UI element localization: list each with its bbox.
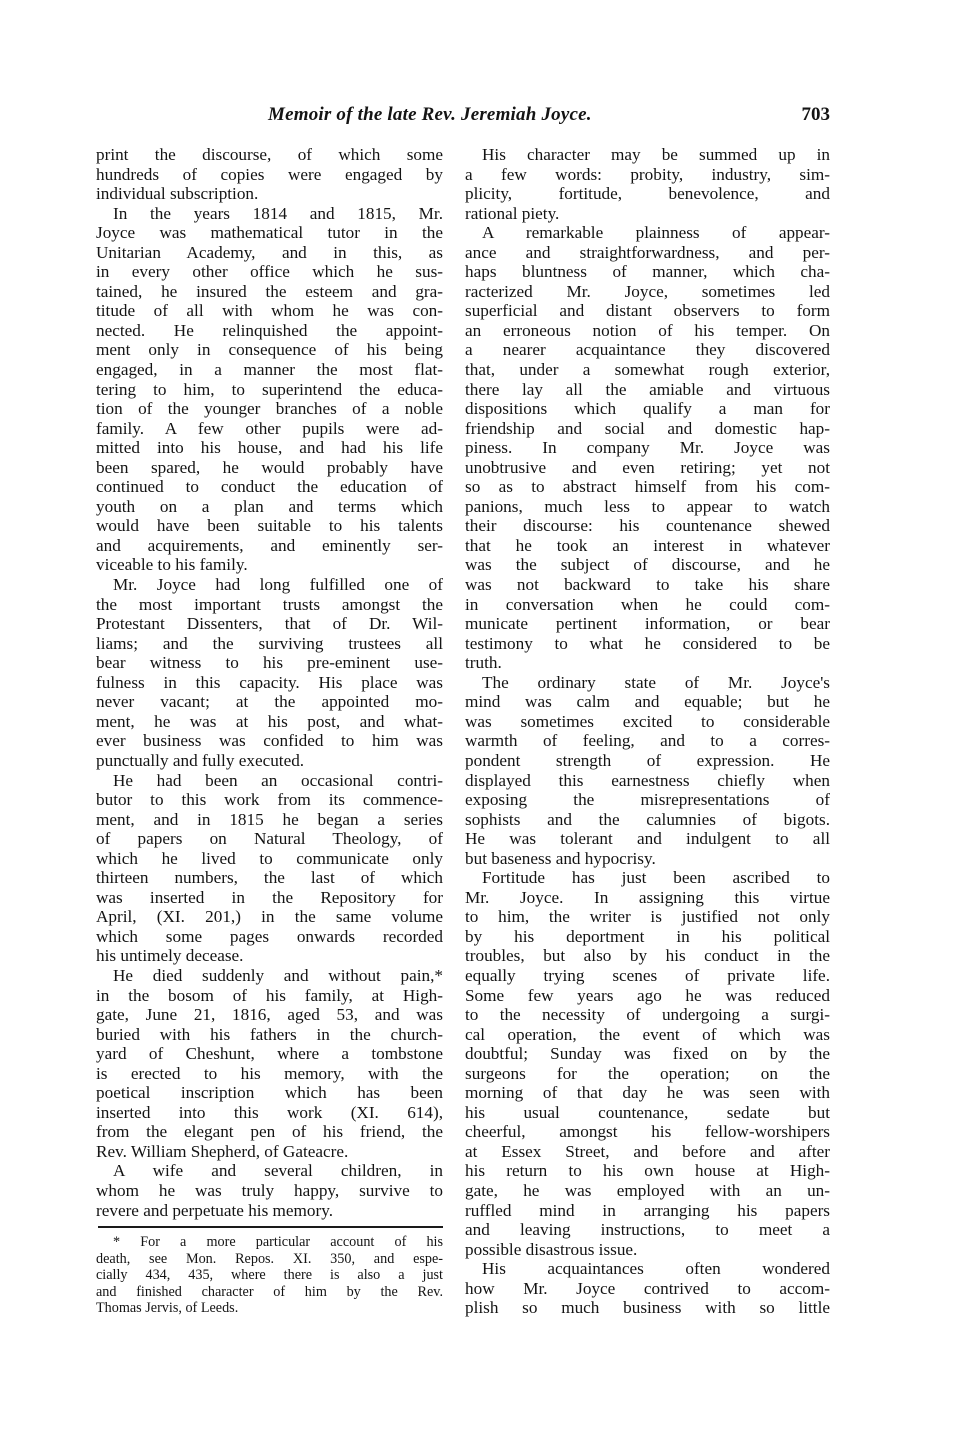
text-line: titude of all with whom he was con- bbox=[96, 301, 443, 321]
text-line: gate, June 21, 1816, aged 53, and was bbox=[96, 1005, 443, 1025]
text-line: Some few years ago he was reduced bbox=[465, 985, 830, 1005]
text-line: nected. He relinquished the appoint- bbox=[96, 320, 443, 340]
text-line: Protestant Dissenters, that of Dr. Wil- bbox=[96, 614, 443, 634]
text-line: ment, he was at his post, and what- bbox=[96, 711, 443, 731]
text-line: is erected to his memory, with the bbox=[96, 1063, 443, 1083]
text-line: pondent strength of expression. He bbox=[465, 750, 830, 770]
text-line: displayed this earnestness chiefly when bbox=[465, 770, 830, 790]
text-line: his return to his own house at High- bbox=[465, 1161, 830, 1181]
text-line: He was tolerant and indulgent to all bbox=[465, 829, 830, 849]
text-line: morning of that day he was seen with bbox=[465, 1083, 830, 1103]
text-line: fulness in this capacity. His place was bbox=[96, 672, 443, 692]
text-line: plicity, fortitude, benevolence, and bbox=[465, 184, 830, 204]
text-line: was sometimes excited to considerable bbox=[465, 711, 830, 731]
text-line: exposing the misrepresentations of bbox=[465, 790, 830, 810]
footnote bbox=[96, 1234, 443, 1317]
text-line: whom he was truly happy, survive to bbox=[96, 1180, 443, 1200]
text-line: youth on a plan and terms which bbox=[96, 496, 443, 516]
text-line: haps bluntness of manner, which cha- bbox=[465, 262, 830, 282]
left-column-text bbox=[96, 145, 443, 1220]
text-line: was not backward to take his share bbox=[465, 575, 830, 595]
text-line: and leaving instructions, to meet a bbox=[465, 1220, 830, 1240]
text-line: that, under a somewhat rough exterior, bbox=[465, 360, 830, 380]
text-line: unobtrusive and even retiring; yet not bbox=[465, 457, 830, 477]
text-line: tion of the younger branches of a noble bbox=[96, 399, 443, 419]
text-line: panions, much less to appear to watch bbox=[465, 496, 830, 516]
text-line: buried with his fathers in the church- bbox=[96, 1024, 443, 1044]
text-line: print the discourse, of which some bbox=[96, 145, 443, 164]
text-line: municate pertinent information, or bear bbox=[465, 614, 830, 634]
text-line: in every other office which he sus- bbox=[96, 262, 443, 282]
text-line: racterized Mr. Joyce, sometimes led bbox=[465, 281, 830, 301]
text-line: dispositions which qualify a man for bbox=[465, 399, 830, 419]
text-line: troubles, but also by his conduct in the bbox=[465, 946, 830, 966]
text-line: A remarkable plainness of appear- bbox=[482, 223, 830, 243]
text-line: a nearer acquaintance they discovered bbox=[465, 340, 830, 360]
text-line: ance and straightforwardness, and per- bbox=[465, 242, 830, 262]
text-line: Rev. William Shepherd, of Gateacre. bbox=[96, 1141, 349, 1161]
text-line: engaged, in a manner the most flat- bbox=[96, 360, 443, 380]
text-line: His character may be summed up in bbox=[482, 145, 830, 164]
text-line: which some pages onwards recorded bbox=[96, 926, 443, 946]
text-line: mind was calm and equable; but he bbox=[465, 692, 830, 712]
text-line: A wife and several children, in bbox=[113, 1161, 443, 1181]
text-line: by his deportment in his political bbox=[465, 926, 830, 946]
text-line: rational piety. bbox=[465, 203, 560, 223]
running-head bbox=[96, 104, 830, 128]
right-column bbox=[465, 145, 830, 1318]
text-line: at Essex Street, and before and after bbox=[465, 1141, 830, 1161]
text-line: punctually and fully executed. bbox=[96, 750, 305, 770]
text-line: that he took an interest in whatever bbox=[465, 535, 830, 555]
text-line: hundreds of copies were engaged by bbox=[96, 164, 443, 184]
text-line: their discourse: his countenance shewed bbox=[465, 516, 830, 536]
text-line: an erroneous notion of his temper. On bbox=[465, 320, 830, 340]
text-line: possible disastrous issue. bbox=[465, 1239, 638, 1259]
text-line: family. A few other pupils were ad- bbox=[96, 418, 443, 438]
text-line: continued to conduct the education of bbox=[96, 477, 443, 497]
text-line: In the years 1814 and 1815, Mr. bbox=[113, 203, 443, 223]
text-line: ever business was confided to him was bbox=[96, 731, 443, 751]
text-line: a few words: probity, industry, sim- bbox=[465, 164, 830, 184]
text-line: individual subscription. bbox=[96, 184, 259, 204]
text-line: cially 434, 435, where there is also a just bbox=[96, 1267, 443, 1284]
text-line: poetical inscription which has been bbox=[96, 1083, 443, 1103]
text-line: * For a more particular account of his bbox=[113, 1234, 443, 1251]
footnote-rule bbox=[98, 1226, 443, 1228]
text-line: there lay all the amiable and virtuous bbox=[465, 379, 830, 399]
text-line: cal operation, the event of which was bbox=[465, 1024, 830, 1044]
text-line: in the bosom of his family, at High- bbox=[96, 985, 443, 1005]
text-line: was inserted in the Repository for bbox=[96, 887, 443, 907]
text-line: tering to him, to superintend the educa- bbox=[96, 379, 443, 399]
text-line: He had been an occasional contri- bbox=[113, 770, 443, 790]
text-line: sophists and the calumnies of bigots. bbox=[465, 809, 830, 829]
text-line: doubtful; Sunday was fixed on by the bbox=[465, 1044, 830, 1064]
text-line: and finished character of him by the Rev. bbox=[96, 1283, 443, 1300]
text-line: truth. bbox=[465, 653, 502, 673]
text-line: Unitarian Academy, and in this, as bbox=[96, 242, 443, 262]
text-line: piness. In company Mr. Joyce was bbox=[465, 438, 830, 458]
text-line: Joyce was mathematical tutor in the bbox=[96, 223, 443, 243]
text-line: but baseness and hypocrisy. bbox=[465, 848, 656, 868]
text-line: which he lived to communicate only bbox=[96, 848, 443, 868]
text-line: to the necessity of undergoing a surgi- bbox=[465, 1005, 830, 1025]
text-line: Mr. Joyce. In assigning this virtue bbox=[465, 887, 830, 907]
text-line: friendship and social and domestic hap- bbox=[465, 418, 830, 438]
text-line: ment, and in 1815 he began a series bbox=[96, 809, 443, 829]
text-line: death, see Mon. Repos. XI. 350, and espe- bbox=[96, 1250, 443, 1267]
text-line: and acquirements, and eminently ser- bbox=[96, 535, 443, 555]
text-line: April, (XI. 201,) in the same volume bbox=[96, 907, 443, 927]
text-line: plish so much business with so little bbox=[465, 1298, 830, 1318]
text-line: thirteen numbers, the last of which bbox=[96, 868, 443, 888]
right-column-text bbox=[465, 145, 830, 1318]
text-line: butor to this work from its commence- bbox=[96, 790, 443, 810]
text-line: was the subject of discourse, and he bbox=[465, 555, 830, 575]
text-line: The ordinary state of Mr. Joyce's bbox=[482, 672, 830, 692]
text-line: bear witness to his pre-eminent use- bbox=[96, 653, 443, 673]
text-line: ment only in consequence of his being bbox=[96, 340, 443, 360]
text-line: the most important trusts amongst the bbox=[96, 594, 443, 614]
text-line: Mr. Joyce had long fulfilled one of bbox=[113, 575, 443, 595]
text-line: Thomas Jervis, of Leeds. bbox=[96, 1300, 239, 1317]
text-line: gate, he was employed with an un- bbox=[465, 1180, 830, 1200]
text-line: liams; and the surviving trustees all bbox=[96, 633, 443, 653]
text-line: of papers on Natural Theology, of bbox=[96, 829, 443, 849]
text-line: so as to abstract himself from his com- bbox=[465, 477, 830, 497]
text-line: Fortitude has just been ascribed to bbox=[482, 868, 830, 888]
text-line: to him, the writer is justified not only bbox=[465, 907, 830, 927]
text-line: equally trying scenes of private life. bbox=[465, 965, 830, 985]
text-line: viceable to his family. bbox=[96, 555, 248, 575]
text-line: inserted into this work (XI. 614), bbox=[96, 1102, 443, 1122]
text-line: His acquaintances often wondered bbox=[482, 1259, 830, 1279]
running-title: Memoir of the late Rev. Jeremiah Joyce. bbox=[268, 104, 592, 125]
text-line: how Mr. Joyce contrived to accom- bbox=[465, 1278, 830, 1298]
page-number: 703 bbox=[801, 104, 830, 125]
text-line: his untimely decease. bbox=[96, 946, 244, 966]
text-line: in conversation when he could com- bbox=[465, 594, 830, 614]
text-line: never vacant; at the appointed mo- bbox=[96, 692, 443, 712]
text-line: cheerful, amongst his fellow-worshipers bbox=[465, 1122, 830, 1142]
text-line: testimony to what he considered to be bbox=[465, 633, 830, 653]
text-line: been spared, he would probably have bbox=[96, 457, 443, 477]
text-line: yard of Cheshunt, where a tombstone bbox=[96, 1044, 443, 1064]
left-column bbox=[96, 145, 443, 1317]
text-line: ruffled mind in arranging his papers bbox=[465, 1200, 830, 1220]
text-line: He died suddenly and without pain,* bbox=[113, 965, 443, 985]
text-line: from the elegant pen of his friend, the bbox=[96, 1122, 443, 1142]
text-line: mitted into his house, and had his life bbox=[96, 438, 443, 458]
text-line: superficial and distant observers to form bbox=[465, 301, 830, 321]
text-line: tained, he insured the esteem and gra- bbox=[96, 281, 443, 301]
text-line: would have been suitable to his talents bbox=[96, 516, 443, 536]
text-line: warmth of feeling, and to a corres- bbox=[465, 731, 830, 751]
text-line: revere and perpetuate his memory. bbox=[96, 1200, 334, 1220]
text-line: his usual countenance, sedate but bbox=[465, 1102, 830, 1122]
text-line: surgeons for the operation; on the bbox=[465, 1063, 830, 1083]
